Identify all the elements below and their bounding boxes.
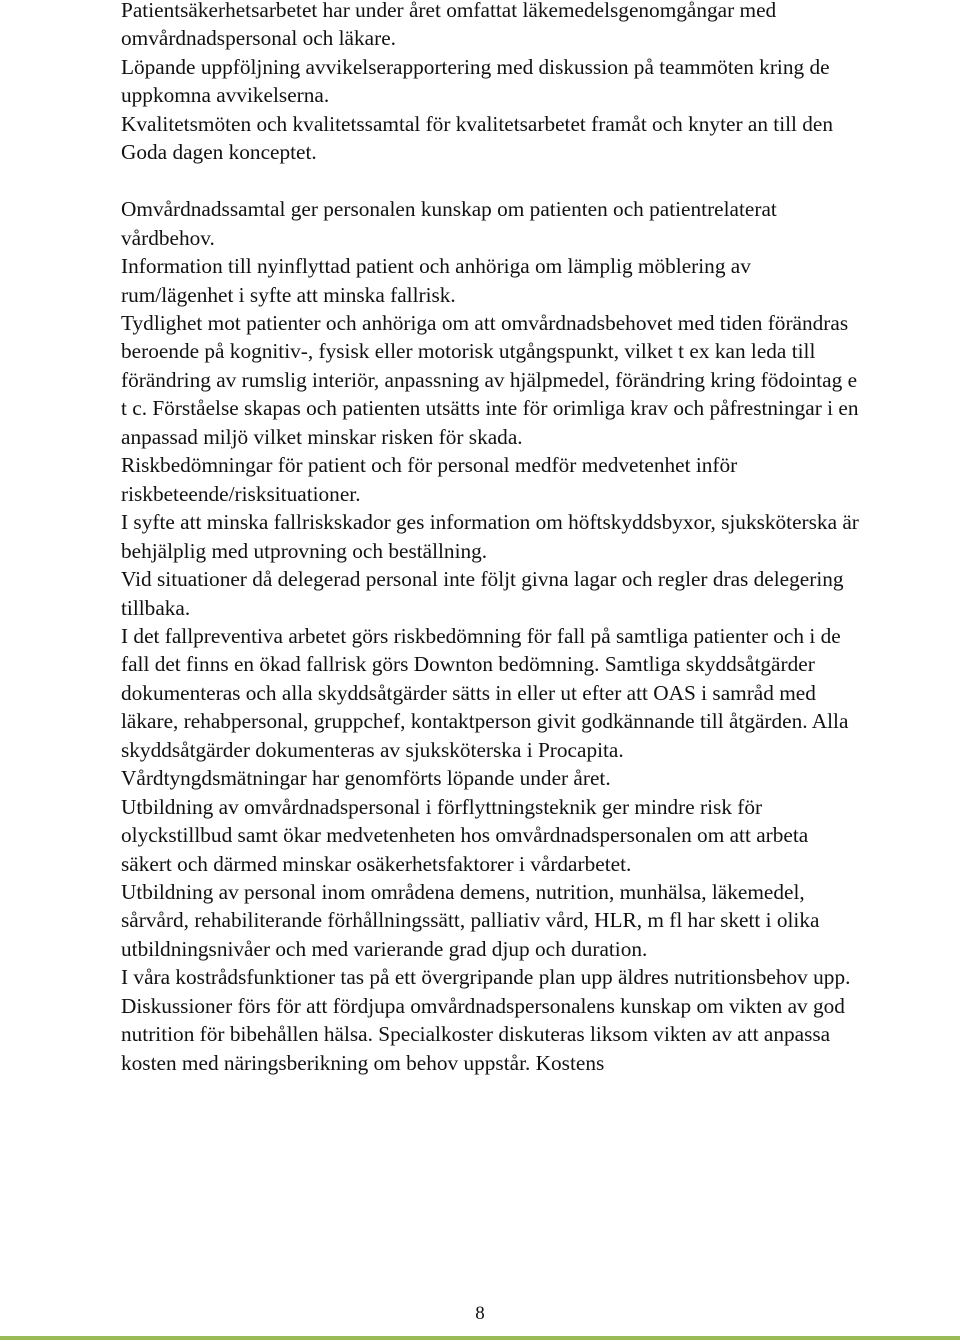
paragraph-medication-reviews: Patientsäkerhetsarbetet har under året omfattat läkemedelsgenomgångar med omvårdnadspersonal och läkare. xyxy=(121,0,777,51)
paragraph-hip-protectors: I syfte att minska fallriskskador ges information om höftskyddsbyxor, sjuksköterska är behjälplig med utprovning och beställning. xyxy=(121,510,859,563)
paragraph-quality-meetings: Kvalitetsmöten och kvalitetssamtal för kvalitetsarbetet framåt och knyter an till den Goda dagen konceptet. xyxy=(121,111,834,165)
paragraph-clarity-to-patients: Tydlighet mot patienter och anhöriga om att omvårdnadsbehovet med tiden förändras beroende på kognitiv-, fysisk eller motorisk utgångspunkt, vilket t ex kan leda till förändring av rumslig interiör, anpassning av hjälpmedel, förändring kring födointag e t c. Förståelse skapas och patienten utsätts inte för orimliga krav och påfrestningar i en anpassad miljö vilket minskar risken för skada. xyxy=(121,310,859,449)
paragraph-deviation-followup: Löpande uppföljning avvikelserapportering med diskussion på teammöten kring de uppkomna avvikelserna. xyxy=(121,54,830,108)
paragraph-care-conversations: Omvårdnadssamtal ger personalen kunskap om patienten och patientrelaterat vårdbehov. xyxy=(121,197,777,250)
paragraph-care-load-measurements: Vårdtyngdsmätningar har genomförts löpande under året. xyxy=(121,766,611,791)
page-number: 8 xyxy=(475,1303,485,1324)
footer-rule xyxy=(0,1336,960,1340)
paragraph-new-resident-info: Information till nyinflyttad patient och anhöriga om lämplig möblering av rum/lägenhet i syfte att minska fallrisk. xyxy=(121,254,751,307)
document-body xyxy=(121,0,861,1077)
paragraph-staff-education: Utbildning av personal inom områdena demens, nutrition, munhälsa, läkemedel, sårvård, rehabiliterande förhållningssätt, palliativ vård, HLR, m fl har skett i olika utbildningsnivåer och med varierande grad djup och duration. xyxy=(121,880,820,961)
paragraph-spacer xyxy=(121,167,861,195)
paragraph-transfer-training: Utbildning av omvårdnadspersonal i förflyttningsteknik ger mindre risk för olyckstillbud samt ökar medvetenheten hos omvårdnadspersonalen om att arbeta säkert och därmed minskar osäkerhetsfaktorer i vårdarbetet. xyxy=(121,794,809,876)
paragraph-fall-prevention: I det fallpreventiva arbetet görs riskbedömning för fall på samtliga patienter och i de fall det finns en ökad fallrisk görs Downton bedömning. Samtliga skyddsåtgärder dokumenteras och alla skyddsåtgärder sätts in eller ut efter att OAS i samråd med läkare, rehabpersonal, gruppchef, kontaktperson givit godkännande till åtgärden. Alla skyddsåtgärder dokumenteras av sjuksköterska i Procapita. xyxy=(121,623,849,762)
paragraph-risk-assessments: Riskbedömningar för patient och för personal medför medvetenhet inför riskbeteende/risksituationer. xyxy=(121,453,738,506)
paragraph-nutrition: I våra kostrådsfunktioner tas på ett övergripande plan upp äldres nutritionsbehov upp. Diskussioner förs för att fördjupa omvårdnadspersonalens kunskap om vikten av god nutrition för bibehållen hälsa. Specialkoster diskuteras liksom vikten av att anpassa kosten med näringsberikning om behov uppstår. Kostens xyxy=(121,965,851,1075)
paragraph-delegation: Vid situationer då delegerad personal inte följt givna lagar och regler dras delegering tillbaka. xyxy=(121,567,844,620)
